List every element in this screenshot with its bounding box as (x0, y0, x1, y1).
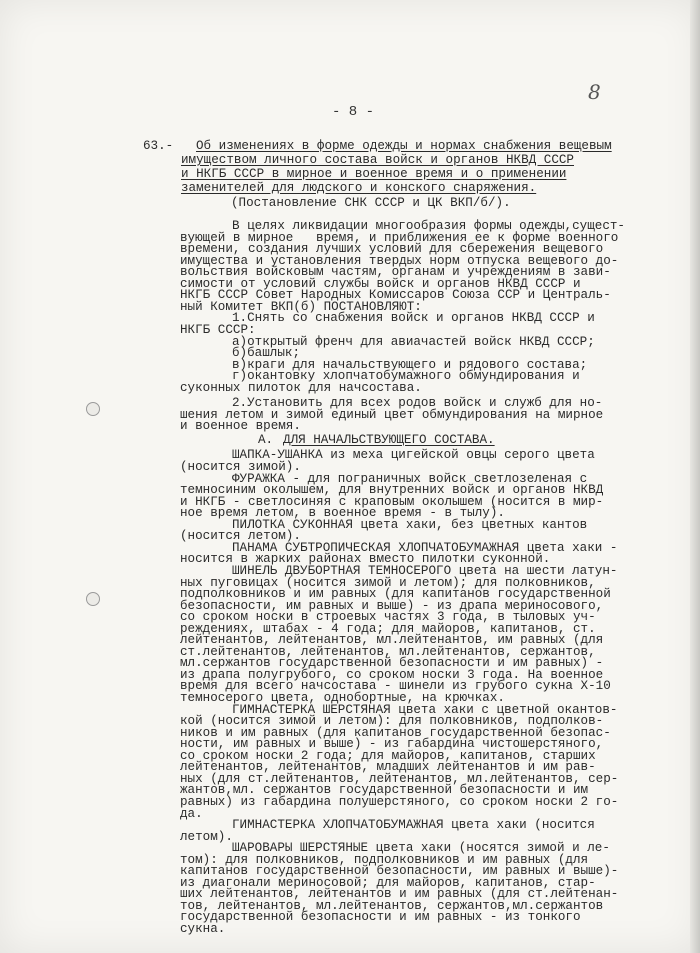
body-line: и военное время. (180, 419, 301, 434)
body-line: равных) из габардина полушерстяного, со сроком носки 2 го- (180, 794, 619, 809)
body-line: летом). (180, 829, 233, 844)
body-line: ПИЛОТКА СУКОННАЯ цвета хаки, без цветных кантов (232, 517, 588, 532)
title-line: Об изменениях в форме одежды и нормах снабжения вещевым (196, 139, 612, 153)
body-line: ших лейтенантов, лейтенантов и им равных (для ст.лейтенан- (180, 887, 619, 902)
body-line: (носится зимой). (180, 460, 301, 474)
body-line: из диагонали мериносовой; для майоров, капитанов, стар- (180, 875, 596, 890)
body-line: 2.Установить для всех родов войск и служб для но- (232, 396, 603, 411)
body-line: государственной безопасности и им равных - из тонкого (180, 910, 581, 925)
body-line: тов, лейтенантов, мл.лейтенантов, сержантов,мл.сержантов (180, 898, 604, 913)
body-line: кой (носится зимой и летом): для полковников, подполков- (180, 714, 604, 729)
item-number: 63.- (143, 139, 174, 153)
body-line: НКГБ СССР: (180, 322, 256, 337)
resolution-note: (Постановление СНК СССР и ЦК ВКП/б/). (231, 196, 511, 210)
body-line: времени, создания лучших условий для сбережения вещевого (180, 242, 604, 257)
body-line: ных пуговицах (носится зимой и летом); для полковников, (180, 575, 596, 590)
body-line: ШАРОВАРЫ ШЕРСТЯНЫЕ цвета хаки (носятся зимой и ле- (232, 841, 610, 856)
body-line: имущества и установления твердых норм отпуска вещевого до- (180, 253, 619, 268)
body-line: симости от условий службы войск и органов НКВД СССР и (180, 276, 581, 291)
page-number: - 8 - (332, 104, 375, 120)
body-line: реждениях, штабах - 4 года; для майоров, капитанов, ст. (180, 621, 596, 636)
list-item: в)краги для начальствующего и рядового состава; (232, 357, 588, 372)
section-label: А. (258, 432, 274, 447)
body-line: ных (для ст.лейтенантов, лейтенантов, мл.лейтенантов, сер- (180, 771, 619, 786)
body-line: ст.лейтенантов, лейтенантов, мл.лейтенантов, сержантов, (180, 644, 596, 659)
body-line: капитанов государственной безопасности, им равных и выше)- (180, 864, 619, 879)
body-line: из драпа полугрубого, со сроком носки 3 года. На военное (180, 667, 604, 682)
title-line: имуществом личного состава войск и органов НКВД СССР (181, 153, 574, 167)
body-line: со сроком носки в строевых частях 3 года, в тыловых уч- (180, 610, 596, 625)
body-line: вующей в мирное время, и приближения ее к форме военного (180, 230, 619, 245)
body-line: вольствия войсковым частям, органам и учреждениям в зави- (180, 265, 611, 280)
body-line: время для всего начсостава - шинели из грубого сукна Х-10 (180, 679, 611, 694)
body-line: да. (180, 806, 203, 821)
section-title: ДЛЯ НАЧАЛЬСТВУЮЩЕГО СОСТАВА. (283, 432, 495, 447)
handwritten-page-number: 8 (588, 80, 601, 104)
body-line: лейтенантов, лейтенантов, мл.лейтенантов, им равных (для (180, 633, 604, 648)
list-item: а)открытый френч для авиачастей войск НКВД СССР; (232, 334, 595, 349)
body-line: ШАПКА-УШАНКА из меха цигейской овцы серого цвета (232, 448, 595, 463)
body-line: подполковников и им равных (для капитанов государственной (180, 587, 611, 602)
body-line: ШИНЕЛЬ ДВУБОРТНАЯ ТЕМНОСЕРОГО цвета на шести латун- (232, 563, 618, 578)
list-item: г)окантовку хлопчатобумажного обмундирования и (232, 369, 580, 384)
body-line: ФУРАЖКА - для пограничных войск светлозеленая с (232, 471, 588, 486)
body-line: ГИМНАСТЕРКА ХЛОПЧАТОБУМАЖНАЯ цвета хаки (носится (232, 818, 595, 833)
body-line: носится в жарких районах вместо пилотки суконной. (180, 552, 551, 567)
title-line: и НКГБ СССР в мирное и военное время и о применении (181, 167, 567, 181)
body-line: шения летом и зимой единый цвет обмундирования на мирное (180, 407, 604, 422)
body-line: ПАНАМА СУБТРОПИЧЕСКАЯ ХЛОПЧАТОБУМАЖНАЯ цвета хаки - (232, 540, 618, 555)
title-line: заменителей для людского и конского снаряжения. (181, 181, 537, 195)
body-line: и НКГБ - светлосиняя с краповым околышем (носится в мир- (180, 494, 604, 509)
body-line: сукна. (180, 922, 226, 936)
body-line: ников и им равных (для капитанов государственной безопас- (180, 725, 611, 740)
body-line: НКГБ СССР Совет Народных Комиссаров Союза ССР и Централь- (180, 288, 611, 303)
body-line: со сроком носки 2 года; для майоров, капитанов, старших (180, 748, 596, 763)
body-line: темносиним околышем, для внутренних войск и органов НКВД (180, 483, 604, 498)
body-line: мл.сержантов государственной безопасности и им равных) - (180, 656, 604, 671)
body-line: суконных пилоток для начсостава. (180, 380, 422, 395)
body-line: безопасности, им равных и выше) - из драпа мериносового, (180, 598, 604, 613)
body-line: темносерого цвета, однобортные, на крючках. (180, 691, 505, 705)
body-line: В целях ликвидации многообразия формы одежды,сущест- (232, 219, 625, 233)
body-line: (носится летом). (180, 529, 301, 544)
body-line: том): для полковников, подполковников и им равных (для (180, 852, 589, 867)
body-line: ное время летом, в военное время - в тылу). (180, 506, 505, 521)
body-line: 1.Снять со снабжения войск и органов НКВД СССР и (232, 311, 595, 326)
body-line: ности, им равных и выше) - из габардина чистошерстяного, (180, 737, 604, 752)
body-line: ГИМНАСТЕРКА ШЕРСТЯНАЯ цвета хаки с цветной окантов- (232, 702, 618, 717)
body-line: жантов,мл. сержантов государственной безопасности и им (180, 783, 589, 798)
body-line: ный Комитет ВКП(б) ПОСТАНОВЛЯЮТ: (180, 299, 422, 314)
body-line: лейтенантов, лейтенантов, младших лейтенантов и им рав- (180, 760, 596, 775)
list-item: б)башлык; (232, 346, 301, 361)
